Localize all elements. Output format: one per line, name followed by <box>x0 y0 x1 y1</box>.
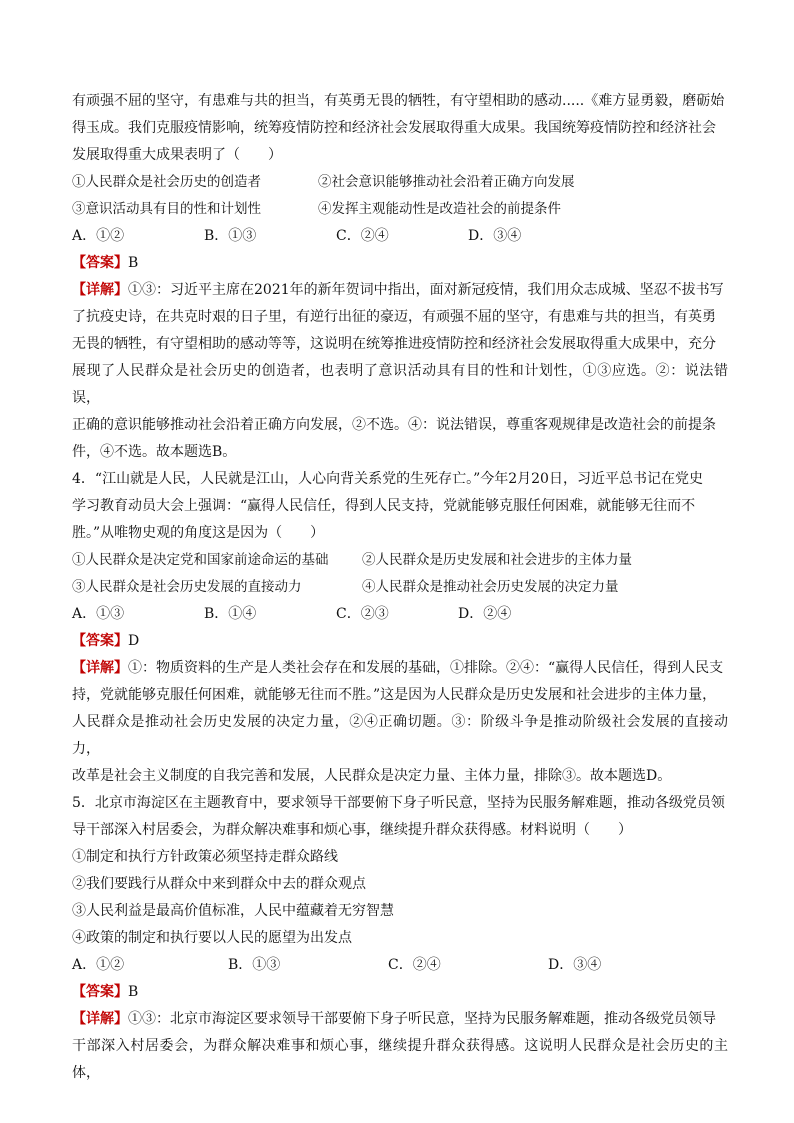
answer-line <box>72 979 728 1006</box>
choice-b: B．①③ <box>204 228 257 244</box>
answer-line <box>72 250 728 277</box>
choice-c: C．②④ <box>388 957 441 973</box>
option-row <box>72 196 728 223</box>
answer-label: 【答案】 <box>72 633 128 649</box>
question-stem-line: 5．北京市海淀区在主题教育中，要求领导干部要俯下身子听民意，坚持为民服务解难题，推动各级党员领 <box>72 795 725 811</box>
answer-value: D <box>128 633 140 649</box>
choice-c: C．②④ <box>336 228 389 244</box>
option-2: ②社会意识能够推动社会沿着正确方向发展 <box>318 174 575 190</box>
choice-d: D．③④ <box>548 957 602 973</box>
option-3: ③人民群众是社会历史发展的直接动力 <box>72 579 302 595</box>
detail-text: ①③：北京市海淀区要求领导干部要俯下身子听民意，坚持为民服务解难题，推动各级党员领导 <box>128 1011 716 1027</box>
option-3: ③意识活动具有目的性和计划性 <box>72 201 261 217</box>
detail-line: 展现了人民群众是社会历史的创造者，也表明了意识活动具有目的性和计划性，①③应选。②：说法错误， <box>72 363 728 406</box>
answer-label: 【答案】 <box>72 255 128 271</box>
detail-line: 正确的意识能够推动社会沿着正确方向发展，②不选。④：说法错误，尊重客观规律是改造社会的前提条 <box>72 417 716 433</box>
choice-d: D．③④ <box>468 228 522 244</box>
detail-line <box>72 277 728 304</box>
question-4 <box>72 466 728 790</box>
detail-line: 人民群众是推动社会历史发展的决定力量，②④正确切题。③：阶级斗争是推动阶级社会发展的直接动力， <box>72 714 728 757</box>
choice-c: C．②③ <box>336 606 389 622</box>
question-stem-line: 有顽强不屈的坚守，有患难与共的担当，有英勇无畏的牺牲，有守望相助的感动.....《难方显勇毅，磨砺始 <box>72 93 725 109</box>
option-line: ④政策的制定和执行要以人民的愿望为出发点 <box>72 930 352 946</box>
detail-line: 持，党就能够克服任何困难，就能够无往而不胜。”这是因为人民群众是历史发展和社会进步的主体力量， <box>72 687 717 703</box>
option-1: ①人民群众是社会历史的创造者 <box>72 174 261 190</box>
answer-value: B <box>128 255 139 271</box>
detail-line: 改革是社会主义制度的自我完善和发展，人民群众是决定力量、主体力量，排除③。故本题选D。 <box>72 768 672 784</box>
option-row <box>72 547 728 574</box>
answer-line <box>72 628 728 655</box>
option-line: ②我们要践行从群众中来到群众中去的群众观点 <box>72 876 366 892</box>
detail-label: 【详解】 <box>72 282 128 298</box>
detail-label: 【详解】 <box>72 1011 128 1027</box>
answer-label: 【答案】 <box>72 984 128 1000</box>
question-stem-line: 发展取得重大成果表明了（ ） <box>72 147 282 163</box>
choice-b: B．①③ <box>228 957 281 973</box>
choice-b: B．①④ <box>204 606 257 622</box>
detail-label: 【详解】 <box>72 660 128 676</box>
choice-row <box>72 601 728 628</box>
option-1: ①人民群众是决定党和国家前途命运的基础 <box>72 552 329 568</box>
detail-line: 了抗疫史诗，在共克时艰的日子里，有逆行出征的豪迈，有顽强不屈的坚守，有患难与共的担当，有英勇 <box>72 309 716 325</box>
choice-a: A．①② <box>72 957 125 973</box>
choice-row <box>72 952 728 979</box>
question-stem-line: 导干部深入村居委会，为群众解决难事和烦心事，继续提升群众获得感。材料说明（ ） <box>72 822 632 838</box>
detail-line <box>72 655 728 682</box>
answer-value: B <box>128 984 139 1000</box>
option-row <box>72 574 728 601</box>
question-stem-line: 4．“江山就是人民，人民就是江山，人心向背关系党的生死存亡。”今年2月20日，习近平总书记在党史 <box>72 471 703 487</box>
question-stem-line: 学习教育动员大会上强调：“赢得人民信任，得到人民支持，党就能够克服任何困难，就能够无往而不 <box>72 498 696 514</box>
detail-line: 件，④不选。故本题选B。 <box>72 444 237 460</box>
option-row <box>72 169 728 196</box>
choice-a: A．①③ <box>72 606 125 622</box>
detail-text: ①③：习近平主席在2021年的新年贺词中指出，面对新冠疫情，我们用众志成城、坚忍不拔书写 <box>128 282 724 298</box>
detail-text: ①：物质资料的生产是人类社会存在和发展的基础，①排除。②④：“赢得人民信任，得到人民支 <box>128 660 724 676</box>
document-page <box>72 88 728 1087</box>
choice-d: D．②④ <box>458 606 512 622</box>
question-stem-line: 胜。”从唯物史观的角度这是因为（ ） <box>72 525 325 541</box>
detail-line: 无畏的牺牲，有守望相助的感动等等，这说明在统筹推进疫情防控和经济社会发展取得重大成果中，充分 <box>72 336 716 352</box>
option-2: ②人民群众是历史发展和社会进步的主体力量 <box>362 552 632 568</box>
choice-row <box>72 223 728 250</box>
option-4: ④发挥主观能动性是改造社会的前提条件 <box>318 201 561 217</box>
question-5 <box>72 790 728 1087</box>
choice-a: A．①② <box>72 228 125 244</box>
question-3 <box>72 88 728 466</box>
question-stem-line: 得玉成。我们克服疫情影响，统筹疫情防控和经济社会发展取得重大成果。我国统筹疫情防控和经济社会 <box>72 120 716 136</box>
detail-line: 干部深入村居委会，为群众解决难事和烦心事，继续提升群众获得感。这说明人民群众是社会历史的主体， <box>72 1038 728 1081</box>
option-4: ④人民群众是推动社会历史发展的决定力量 <box>362 579 619 595</box>
detail-line <box>72 1006 728 1033</box>
option-line: ①制定和执行方针政策必须坚持走群众路线 <box>72 849 338 865</box>
option-line: ③人民利益是最高价值标准，人民中蕴藏着无穷智慧 <box>72 903 394 919</box>
